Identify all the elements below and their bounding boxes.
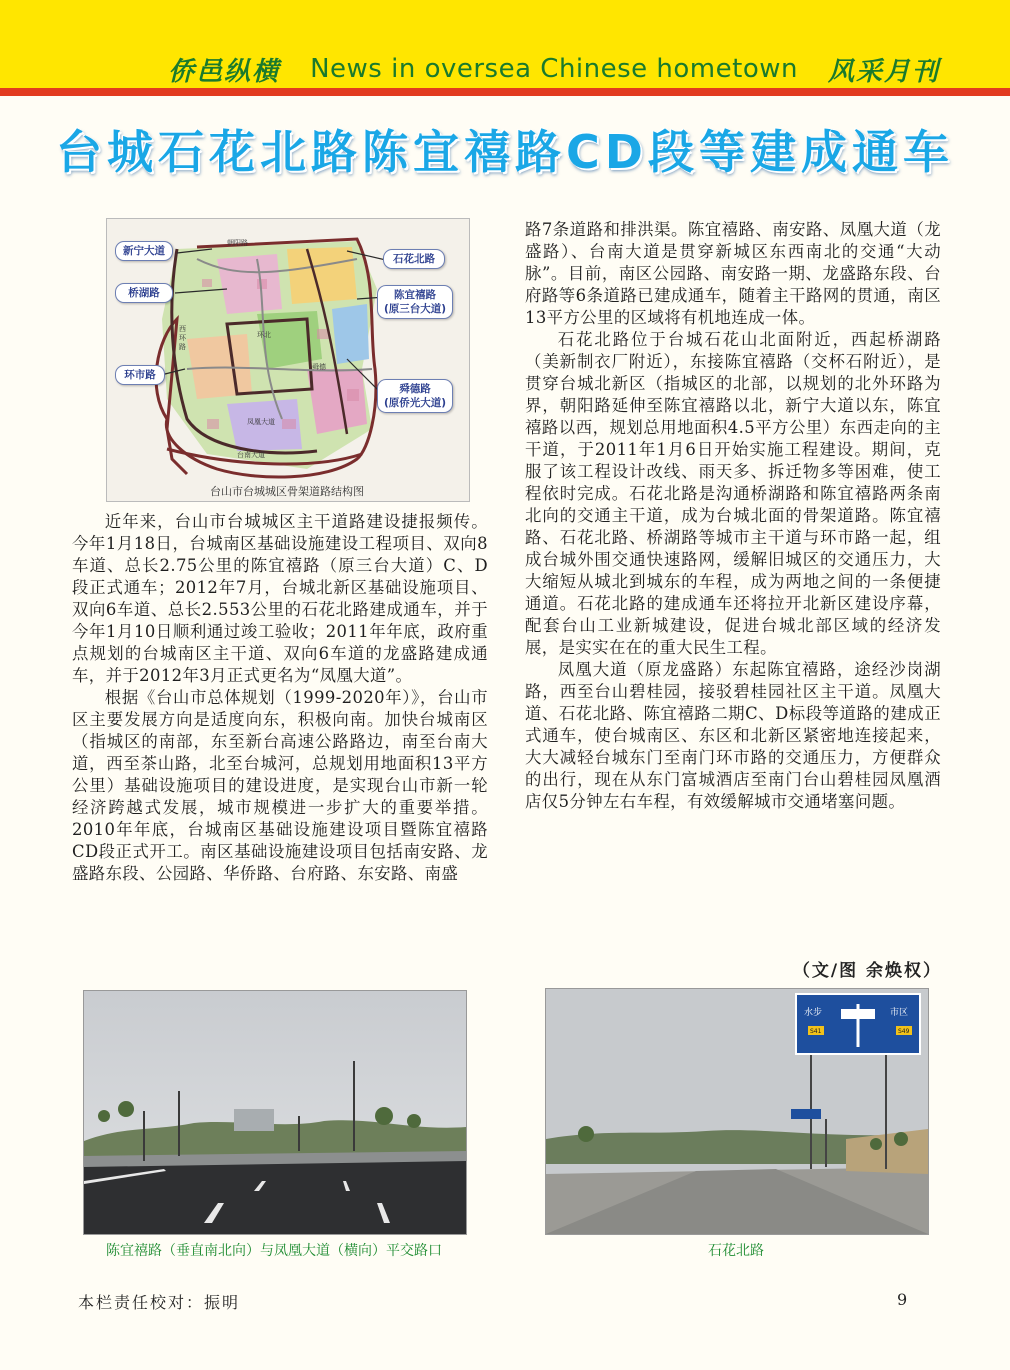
article-left-column bbox=[72, 511, 488, 885]
proofreader-note: 本栏责任校对：振明 bbox=[78, 1293, 241, 1312]
article-paragraph: 近年来，台山市台城城区主干道路建设捷报频传。今年1月18日，台城南区基础设施建设工程项目、双向8车道、总长2.75公里的陈宜禧路（原三台大道）C、D段正式通车；2012年7月，台城北新区基础设施项目、双向6车道、总长2.553公里的石花北路建成通车，并于今年1月10日顺利通过竣工验收；2011年年底，政府重点规划的台城南区主干道、双向6车道的龙盛路建成通车，并于2012年3月正式更名为“凤凰大道”。 bbox=[72, 512, 488, 685]
road-sign-right-text: 市区 bbox=[890, 1008, 909, 1018]
map-label-shunde bbox=[377, 379, 453, 413]
map-label-shunde-name: 舜德路 bbox=[399, 383, 431, 395]
map-label-shihua: 石花北路 bbox=[383, 249, 445, 269]
map-label-huanshi: 环市路 bbox=[115, 365, 165, 385]
svg-text:朝阳路: 朝阳路 bbox=[227, 239, 248, 247]
svg-text:台南大道: 台南大道 bbox=[237, 451, 265, 459]
map-label-chenyixi-former: (原三台大道) bbox=[383, 303, 447, 315]
map-label-qiaohu: 桥湖路 bbox=[115, 283, 173, 303]
shihua-road-photo-image bbox=[546, 989, 928, 1234]
map-label-chenyixi-name: 陈宜禧路 bbox=[394, 289, 436, 301]
map-label-chenyixi bbox=[377, 285, 453, 319]
byline: （文/图 余焕权） bbox=[792, 961, 942, 981]
road-sign-route-left: S41 bbox=[810, 1028, 822, 1035]
map-label-shunde-former: (原侨光大道) bbox=[383, 397, 447, 409]
svg-text:环北: 环北 bbox=[257, 331, 271, 339]
article-paragraph: 凤凰大道（原龙盛路）东起陈宜禧路，途经沙岗湖路，西至台山碧桂园，接驳碧桂园社区主干道。凤凰大道、石花北路、陈宜禧路二期C、D标段等道路的建成正式通车，使台城南区、东区和北新区紧密地连接起来，大大减轻台城东门至南门环市路的交通压力，方便群众的出行，现在从东门富城酒店至南门台山碧桂园凤凰酒店仅5分钟左右车程，有效缓解城市交通堵塞问题。 bbox=[525, 660, 941, 811]
article-paragraph: 石花北路位于台城石花山北面附近，西起桥湖路（美新制衣厂附近），东接陈宜禧路（交杯石附近），是贯穿台城北新区（指城区的北部，以规划的北外环路为界，朝阳路延伸至陈宜禧路以北，新宁大道以东，陈宜禧路以西，规划总用地面积4.5平方公里）东西走向的主干道，于2011年1月6日开始实施工程建设。期间，克服了该工程设计改线、雨天多、拆迁物多等困难，使工程依时完成。石花北路是沟通桥湖路和陈宜禧路两条南北向的交通主干道，成为台城北面的骨架道路。陈宜禧路、石花北路、桥湖路等城市主干道与环市路一起，组成台城外围交通快速路网，缓解旧城区的交通压力，大大缩短从城北到城东的车程，成为两地之间的一条便捷通道。石花北路的建成通车还将拉开北新区建设序幕，配套台山工业新城建设，促进台城北部区域的经济发展，是实实在在的重大民生工程。 bbox=[525, 330, 941, 657]
intersection-photo bbox=[83, 990, 467, 1235]
svg-text:凤凰大道: 凤凰大道 bbox=[247, 418, 275, 426]
article-paragraph: 路7条道路和排洪渠。陈宜禧路、南安路、凤凰大道（龙盛路）、台南大道是贯穿新城区东西南北的交通“大动脉”。目前，南区公园路、南安路一期、龙盛路东段、台府路等6条道路已建成通车，随着主干路网的贯通，南区13平方公里的区域将有机地连成一体。 bbox=[525, 220, 941, 327]
article-title: 台城石花北路陈宜禧路CD段等建成通车 bbox=[56, 125, 954, 179]
road-map-figure bbox=[106, 218, 470, 502]
magazine-name: 风采月刊 bbox=[827, 56, 940, 87]
article-paragraph: 根据《台山市总体规划（1999-2020年）》，台山市区主要发展方向是适度向东，积极向南。加快台城南区（指城区的南部，东至新台高速公路路边，南至台南大道，西至茶山路，北至台城河，总规划用地面积13平方公里）基础设施项目的建设进度，是实现台山市新一轮经济跨越式发展，城市规模进一步扩大的重要举措。2010年年底，台城南区基础设施建设项目暨陈宜禧路CD段正式开工。南区基础设施建设项目包括南安路、龙盛路东段、公园路、华侨路、台府路、东安路、南盛 bbox=[72, 688, 488, 883]
page-header bbox=[168, 52, 940, 86]
shihua-road-photo bbox=[545, 988, 929, 1235]
article-right-column bbox=[525, 219, 941, 813]
map-label-xinning: 新宁大道 bbox=[115, 241, 173, 261]
road-sign-left-text: 水步 bbox=[804, 1008, 823, 1018]
shihua-road-photo-caption: 石花北路 bbox=[708, 1243, 764, 1259]
column-name: 侨邑纵横 bbox=[168, 56, 281, 87]
page-number: 9 bbox=[897, 1290, 908, 1309]
svg-text:环: 环 bbox=[179, 334, 186, 342]
header-stripe bbox=[0, 88, 1010, 96]
road-sign-route-right: S49 bbox=[898, 1028, 910, 1035]
column-english-name: News in oversea Chinese hometown bbox=[310, 54, 798, 84]
svg-text:舜德: 舜德 bbox=[312, 363, 326, 371]
svg-text:西: 西 bbox=[179, 325, 186, 333]
intersection-photo-caption: 陈宜禧路（垂直南北向）与凤凰大道（横向）平交路口 bbox=[106, 1243, 442, 1259]
map-caption: 台山市台城城区骨架道路结构图 bbox=[210, 485, 364, 498]
intersection-photo-image bbox=[84, 991, 466, 1234]
svg-text:路: 路 bbox=[179, 343, 186, 351]
